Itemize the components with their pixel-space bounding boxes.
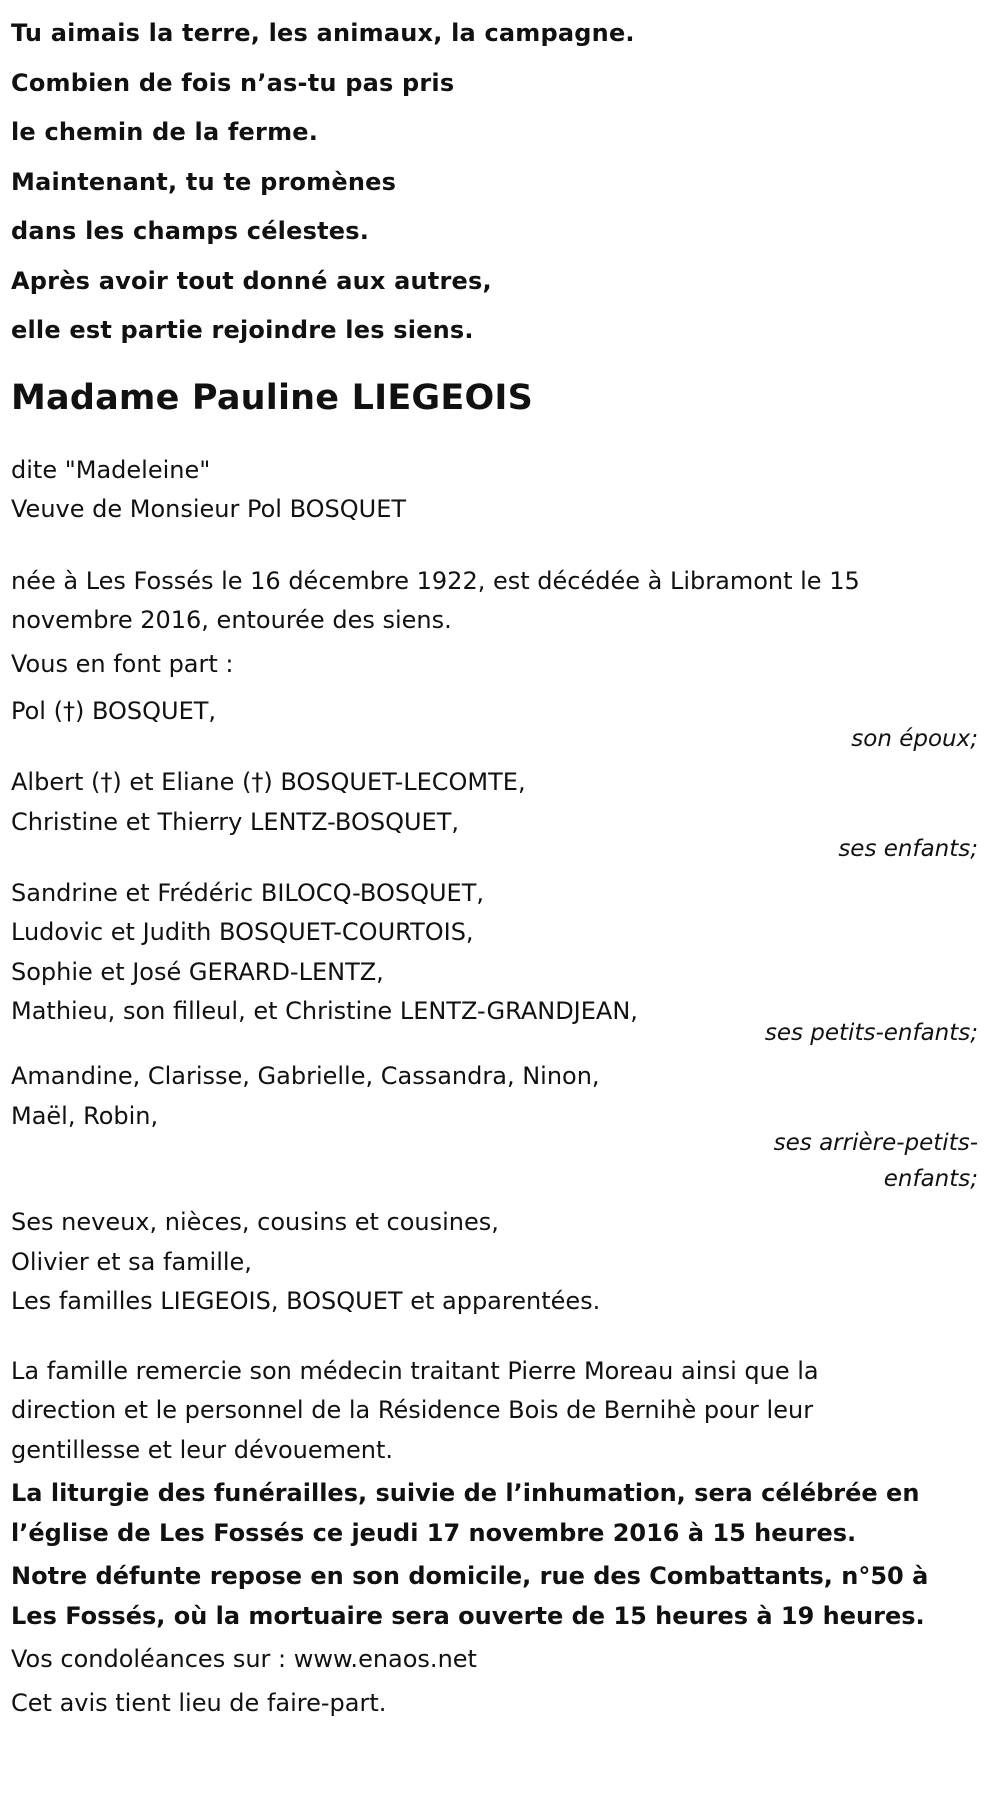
thanks-line: direction et le personnel de la Résidence Bois de Bernihè pour leur — [11, 1396, 814, 1424]
rest-line: Les Fossés, où la mortuaire sera ouverte de 15 heures à 19 heures. — [11, 1601, 925, 1630]
relation-label: son époux; — [851, 725, 978, 752]
family-great-grandchildren — [11, 1057, 990, 1199]
funeral-info — [11, 1474, 990, 1553]
poem-line: elle est partie rejoindre les siens. — [11, 316, 474, 344]
family-member: Olivier et sa famille, — [11, 1247, 252, 1276]
family-member: Sophie et José GERARD-LENTZ, — [11, 957, 384, 986]
family-member: Maël, Robin, — [11, 1101, 159, 1130]
thanks-paragraph — [11, 1352, 990, 1471]
relation-label: ses petits-enfants; — [764, 1019, 978, 1046]
family-member: Mathieu, son filleul, et Christine LENTZ-GRANDJEAN, — [11, 997, 638, 1025]
family-member: Ses neveux, nièces, cousins et cousines, — [11, 1208, 499, 1236]
deceased-name: Madame Pauline LIEGEOIS — [11, 377, 534, 418]
announce-intro: Vous en font part : — [11, 649, 234, 678]
poem-line: Tu aimais la terre, les animaux, la campagne. — [11, 19, 635, 47]
family-member: Pol (†) BOSQUET, — [11, 697, 217, 725]
nickname: dite "Madeleine" — [11, 455, 211, 484]
funeral-line: l’église de Les Fossés ce jeudi 17 novembre 2016 à 15 heures. — [11, 1518, 857, 1547]
birth-death-line: née à Les Fossés le 16 décembre 1922, est décédée à Libramont le 15 — [11, 566, 860, 595]
family-member: Ludovic et Judith BOSQUET-COURTOIS, — [11, 918, 474, 946]
poem-line: Après avoir tout donné aux autres, — [11, 266, 492, 295]
family-member: Amandine, Clarisse, Gabrielle, Cassandra, Ninon, — [11, 1062, 600, 1090]
family-member: Sandrine et Frédéric BILOCQ-BOSQUET, — [11, 878, 485, 907]
rest-info — [11, 1557, 990, 1636]
relation-label: enfants; — [883, 1165, 978, 1192]
family-member: Les familles LIEGEOIS, BOSQUET et apparentées. — [11, 1287, 601, 1315]
deceased-details — [11, 451, 990, 530]
birth-death-info — [11, 562, 990, 641]
family-spouse — [11, 692, 990, 759]
family-member: Christine et Thierry LENTZ-BOSQUET, — [11, 807, 459, 836]
funeral-line: La liturgie des funérailles, suivie de l’inhumation, sera célébrée en — [11, 1479, 920, 1507]
relation-label: ses arrière-petits- — [773, 1130, 978, 1156]
birth-death-line: novembre 2016, entourée des siens. — [11, 606, 452, 634]
family-children — [11, 763, 990, 870]
poem-line: Combien de fois n’as-tu pas pris — [11, 68, 455, 97]
poem-line: Maintenant, tu te promènes — [11, 167, 397, 196]
thanks-line: gentillesse et leur dévouement. — [11, 1435, 393, 1464]
condolences-line: Vos condoléances sur : www.enaos.net — [11, 1645, 477, 1673]
family-others — [11, 1203, 990, 1322]
family-member: Albert (†) et Eliane (†) BOSQUET-LECOMTE, — [11, 768, 526, 796]
thanks-line: La famille remercie son médecin traitant Pierre Moreau ainsi que la — [11, 1356, 819, 1385]
rest-line: Notre défunte repose en son domicile, rue des Combattants, n°50 à — [11, 1562, 929, 1590]
widow-of: Veuve de Monsieur Pol BOSQUET — [11, 495, 407, 523]
poem-line: le chemin de la ferme. — [11, 118, 319, 146]
poem-line: dans les champs célestes. — [11, 217, 370, 245]
closing-line: Cet avis tient lieu de faire-part. — [11, 1688, 387, 1717]
relation-label: ses enfants; — [838, 836, 978, 862]
memorial-poem — [11, 0, 990, 356]
family-grandchildren — [11, 874, 990, 1054]
